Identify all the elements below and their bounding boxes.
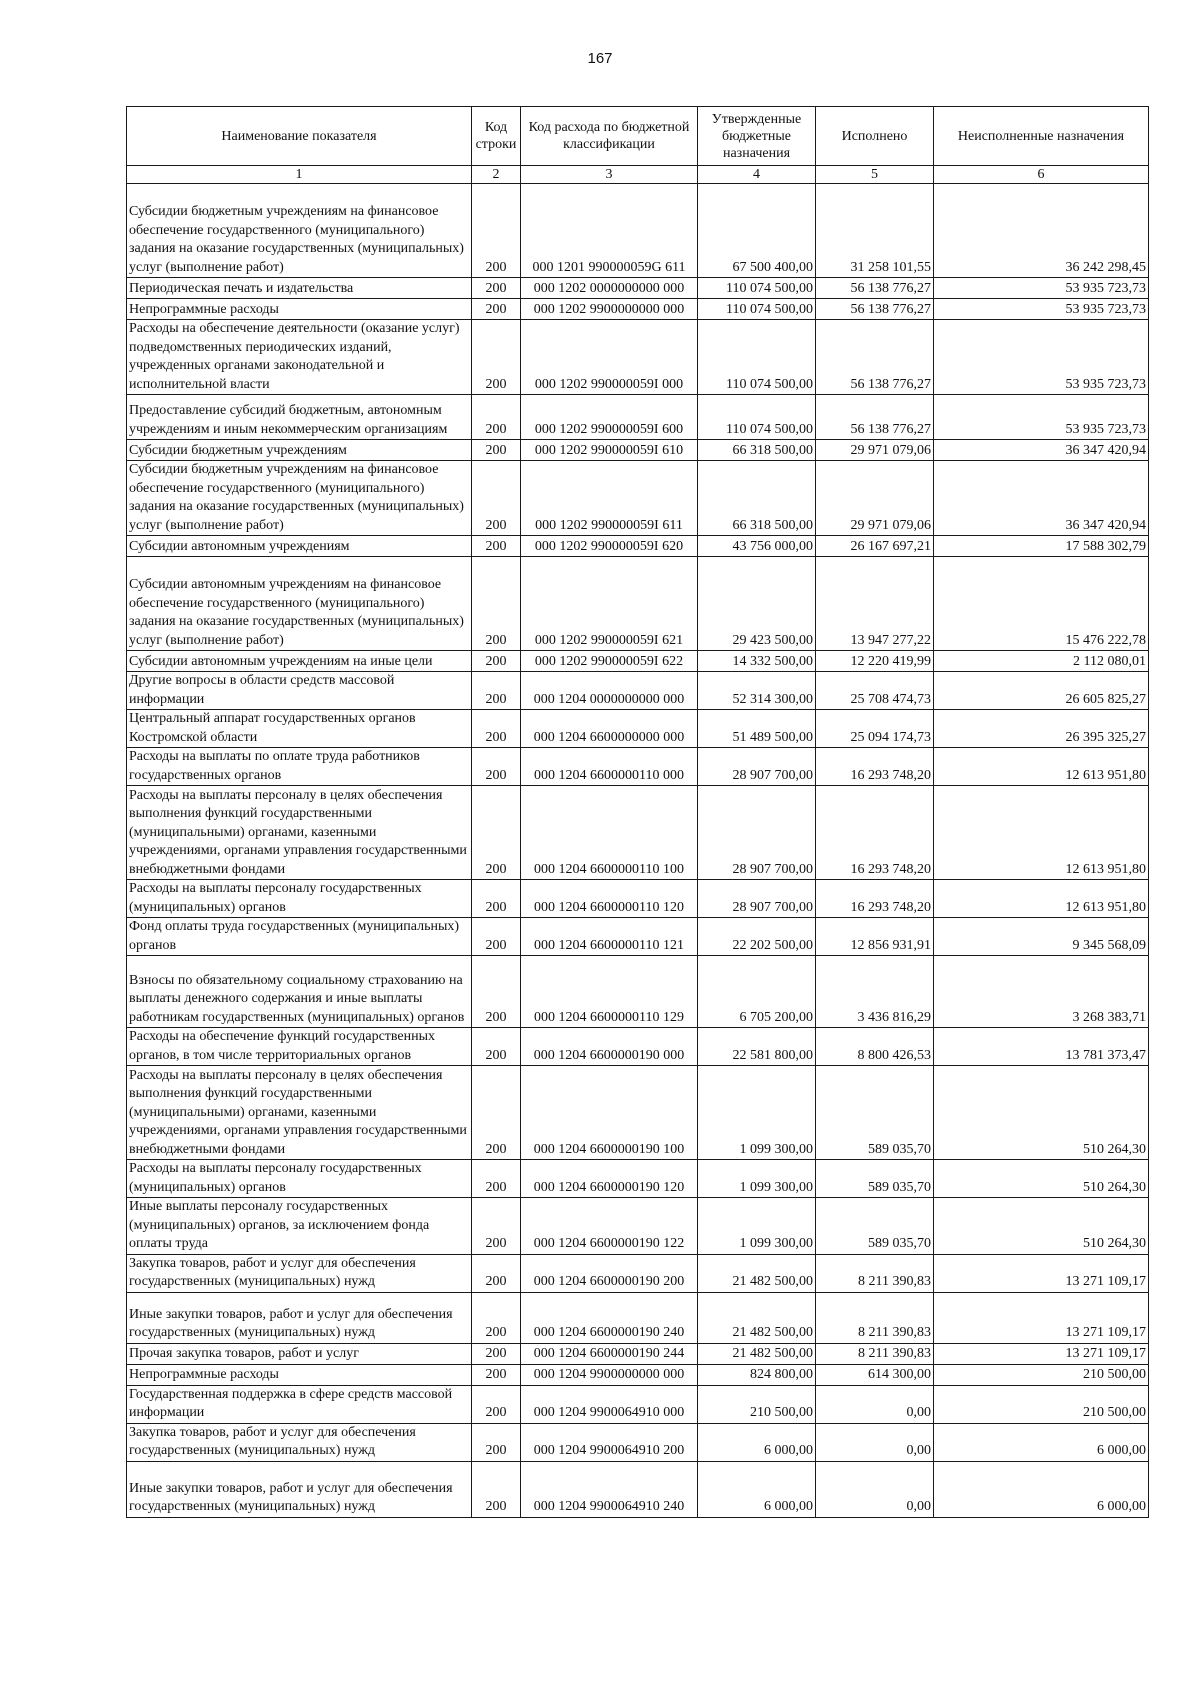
row-line-code: 200: [472, 1066, 521, 1160]
row-unexecuted-amount: 36 242 298,45: [934, 184, 1149, 278]
row-executed-amount: 589 035,70: [816, 1160, 934, 1198]
row-approved-amount: 51 489 500,00: [698, 710, 816, 748]
row-approved-amount: 22 581 800,00: [698, 1028, 816, 1066]
row-classification-code: 000 1202 990000059I 000: [521, 320, 698, 395]
row-executed-amount: 8 211 390,83: [816, 1292, 934, 1343]
row-approved-amount: 110 074 500,00: [698, 278, 816, 299]
row-indicator-name: Непрограммные расходы: [127, 299, 472, 320]
row-classification-code: 000 1204 6600000190 122: [521, 1198, 698, 1255]
row-indicator-name: Субсидии автономным учреждениям на финансовое обеспечение государственного (муниципального) задания на оказание государственных (муниципальных) услуг (выполнение работ): [127, 557, 472, 651]
row-unexecuted-amount: 6 000,00: [934, 1423, 1149, 1461]
header-budget-classification: Код расхода по бюджетной классификации: [521, 107, 698, 166]
row-approved-amount: 21 482 500,00: [698, 1343, 816, 1364]
row-classification-code: 000 1204 6600000000 000: [521, 710, 698, 748]
row-unexecuted-amount: 12 613 951,80: [934, 748, 1149, 786]
row-approved-amount: 28 907 700,00: [698, 880, 816, 918]
row-unexecuted-amount: 9 345 568,09: [934, 918, 1149, 956]
row-executed-amount: 0,00: [816, 1461, 934, 1517]
page-number: 167: [587, 50, 613, 67]
table-row: [127, 956, 1149, 1028]
row-executed-amount: 8 211 390,83: [816, 1343, 934, 1364]
row-classification-code: 000 1202 990000059I 611: [521, 461, 698, 536]
row-executed-amount: 25 708 474,73: [816, 672, 934, 710]
row-classification-code: 000 1204 6600000190 120: [521, 1160, 698, 1198]
header-indicator-name: Наименование показателя: [127, 107, 472, 166]
row-executed-amount: 29 971 079,06: [816, 461, 934, 536]
table-row: [127, 1198, 1149, 1255]
row-approved-amount: 21 482 500,00: [698, 1254, 816, 1292]
row-classification-code: 000 1202 990000059I 622: [521, 651, 698, 672]
row-indicator-name: Периодическая печать и издательства: [127, 278, 472, 299]
row-approved-amount: 21 482 500,00: [698, 1292, 816, 1343]
table-row: [127, 557, 1149, 651]
table-row: [127, 1343, 1149, 1364]
row-approved-amount: 28 907 700,00: [698, 786, 816, 880]
table-row: [127, 184, 1149, 278]
row-classification-code: 000 1204 9900064910 240: [521, 1461, 698, 1517]
row-line-code: 200: [472, 299, 521, 320]
row-approved-amount: 14 332 500,00: [698, 651, 816, 672]
row-executed-amount: 26 167 697,21: [816, 536, 934, 557]
row-line-code: 200: [472, 1423, 521, 1461]
row-indicator-name: Субсидии автономным учреждениям на иные цели: [127, 651, 472, 672]
row-indicator-name: Субсидии бюджетным учреждениям на финансовое обеспечение государственного (муниципального) задания на оказание государственных (муниципальных) услуг (выполнение работ): [127, 461, 472, 536]
row-line-code: 200: [472, 651, 521, 672]
row-classification-code: 000 1204 6600000190 244: [521, 1343, 698, 1364]
row-line-code: 200: [472, 1364, 521, 1385]
row-executed-amount: 25 094 174,73: [816, 710, 934, 748]
row-classification-code: 000 1204 6600000190 240: [521, 1292, 698, 1343]
row-approved-amount: 66 318 500,00: [698, 461, 816, 536]
row-classification-code: 000 1204 6600000110 121: [521, 918, 698, 956]
row-approved-amount: 28 907 700,00: [698, 748, 816, 786]
row-line-code: 200: [472, 557, 521, 651]
table-row: [127, 320, 1149, 395]
row-unexecuted-amount: 2 112 080,01: [934, 651, 1149, 672]
row-indicator-name: Прочая закупка товаров, работ и услуг: [127, 1343, 472, 1364]
row-classification-code: 000 1204 6600000110 000: [521, 748, 698, 786]
row-line-code: 200: [472, 710, 521, 748]
row-unexecuted-amount: 210 500,00: [934, 1385, 1149, 1423]
row-line-code: 200: [472, 880, 521, 918]
row-executed-amount: 0,00: [816, 1423, 934, 1461]
table-row: [127, 1292, 1149, 1343]
row-executed-amount: 16 293 748,20: [816, 786, 934, 880]
row-classification-code: 000 1204 0000000000 000: [521, 672, 698, 710]
table-row: [127, 299, 1149, 320]
row-line-code: 200: [472, 440, 521, 461]
row-approved-amount: 52 314 300,00: [698, 672, 816, 710]
row-executed-amount: 614 300,00: [816, 1364, 934, 1385]
row-indicator-name: Расходы на выплаты персоналу государственных (муниципальных) органов: [127, 1160, 472, 1198]
row-indicator-name: Предоставление субсидий бюджетным, автономным учреждениям и иным некоммерческим организациям: [127, 395, 472, 440]
row-unexecuted-amount: 6 000,00: [934, 1461, 1149, 1517]
row-unexecuted-amount: 13 781 373,47: [934, 1028, 1149, 1066]
table-row: [127, 1160, 1149, 1198]
row-indicator-name: Государственная поддержка в сфере средств массовой информации: [127, 1385, 472, 1423]
header-unexecuted: Неисполненные назначения: [934, 107, 1149, 166]
row-indicator-name: Иные закупки товаров, работ и услуг для обеспечения государственных (муниципальных) нужд: [127, 1292, 472, 1343]
header-executed: Исполнено: [816, 107, 934, 166]
row-line-code: 200: [472, 461, 521, 536]
table-row: [127, 786, 1149, 880]
row-classification-code: 000 1202 990000059I 610: [521, 440, 698, 461]
table-row: [127, 918, 1149, 956]
column-number: 3: [521, 166, 698, 184]
row-classification-code: 000 1204 6600000190 200: [521, 1254, 698, 1292]
row-unexecuted-amount: 15 476 222,78: [934, 557, 1149, 651]
row-approved-amount: 43 756 000,00: [698, 536, 816, 557]
budget-execution-table: [126, 106, 1149, 1518]
row-approved-amount: 29 423 500,00: [698, 557, 816, 651]
row-unexecuted-amount: 36 347 420,94: [934, 461, 1149, 536]
row-classification-code: 000 1204 9900064910 000: [521, 1385, 698, 1423]
row-executed-amount: 56 138 776,27: [816, 320, 934, 395]
row-indicator-name: Иные выплаты персоналу государственных (муниципальных) органов, за исключением фонда оплаты труда: [127, 1198, 472, 1255]
row-classification-code: 000 1202 9900000000 000: [521, 299, 698, 320]
row-unexecuted-amount: 210 500,00: [934, 1364, 1149, 1385]
row-line-code: 200: [472, 1461, 521, 1517]
row-unexecuted-amount: 26 395 325,27: [934, 710, 1149, 748]
row-classification-code: 000 1201 990000059G 611: [521, 184, 698, 278]
row-indicator-name: Центральный аппарат государственных органов Костромской области: [127, 710, 472, 748]
row-line-code: 200: [472, 956, 521, 1028]
row-executed-amount: 3 436 816,29: [816, 956, 934, 1028]
row-unexecuted-amount: 53 935 723,73: [934, 320, 1149, 395]
row-classification-code: 000 1204 9900064910 200: [521, 1423, 698, 1461]
row-classification-code: 000 1204 6600000110 100: [521, 786, 698, 880]
table-row: [127, 880, 1149, 918]
row-indicator-name: Расходы на выплаты по оплате труда работников государственных органов: [127, 748, 472, 786]
row-indicator-name: Расходы на обеспечение функций государственных органов, в том числе территориальных органов: [127, 1028, 472, 1066]
row-line-code: 200: [472, 1343, 521, 1364]
row-unexecuted-amount: 3 268 383,71: [934, 956, 1149, 1028]
row-indicator-name: Непрограммные расходы: [127, 1364, 472, 1385]
row-approved-amount: 1 099 300,00: [698, 1198, 816, 1255]
table-row: [127, 651, 1149, 672]
row-unexecuted-amount: 13 271 109,17: [934, 1343, 1149, 1364]
row-executed-amount: 56 138 776,27: [816, 395, 934, 440]
row-line-code: 200: [472, 1028, 521, 1066]
row-approved-amount: 210 500,00: [698, 1385, 816, 1423]
row-line-code: 200: [472, 320, 521, 395]
row-indicator-name: Субсидии автономным учреждениям: [127, 536, 472, 557]
row-indicator-name: Расходы на выплаты персоналу в целях обеспечения выполнения функций государственными (муниципальными) органами, казенными учреждениями, органами управления государственными внебюджетными фондами: [127, 1066, 472, 1160]
row-approved-amount: 22 202 500,00: [698, 918, 816, 956]
row-executed-amount: 56 138 776,27: [816, 299, 934, 320]
row-line-code: 200: [472, 786, 521, 880]
table-row: [127, 1254, 1149, 1292]
column-number: 5: [816, 166, 934, 184]
header-line-code: Код строки: [472, 107, 521, 166]
row-line-code: 200: [472, 1292, 521, 1343]
row-executed-amount: 8 800 426,53: [816, 1028, 934, 1066]
row-classification-code: 000 1204 9900000000 000: [521, 1364, 698, 1385]
row-approved-amount: 1 099 300,00: [698, 1160, 816, 1198]
table-row: [127, 536, 1149, 557]
row-approved-amount: 824 800,00: [698, 1364, 816, 1385]
row-executed-amount: 16 293 748,20: [816, 748, 934, 786]
row-executed-amount: 16 293 748,20: [816, 880, 934, 918]
column-number: 2: [472, 166, 521, 184]
row-unexecuted-amount: 13 271 109,17: [934, 1292, 1149, 1343]
row-indicator-name: Иные закупки товаров, работ и услуг для обеспечения государственных (муниципальных) нужд: [127, 1461, 472, 1517]
row-approved-amount: 110 074 500,00: [698, 320, 816, 395]
row-approved-amount: 6 705 200,00: [698, 956, 816, 1028]
row-approved-amount: 110 074 500,00: [698, 299, 816, 320]
row-classification-code: 000 1202 0000000000 000: [521, 278, 698, 299]
row-unexecuted-amount: 17 588 302,79: [934, 536, 1149, 557]
table-row: [127, 1028, 1149, 1066]
row-classification-code: 000 1204 6600000190 100: [521, 1066, 698, 1160]
row-unexecuted-amount: 53 935 723,73: [934, 278, 1149, 299]
table-row: [127, 1423, 1149, 1461]
row-unexecuted-amount: 36 347 420,94: [934, 440, 1149, 461]
row-line-code: 200: [472, 1385, 521, 1423]
table-row: [127, 672, 1149, 710]
row-indicator-name: Фонд оплаты труда государственных (муниципальных) органов: [127, 918, 472, 956]
row-unexecuted-amount: 510 264,30: [934, 1198, 1149, 1255]
row-indicator-name: Закупка товаров, работ и услуг для обеспечения государственных (муниципальных) нужд: [127, 1423, 472, 1461]
row-executed-amount: 0,00: [816, 1385, 934, 1423]
row-executed-amount: 31 258 101,55: [816, 184, 934, 278]
row-line-code: 200: [472, 278, 521, 299]
row-line-code: 200: [472, 536, 521, 557]
row-indicator-name: Расходы на выплаты персоналу в целях обеспечения выполнения функций государственными (муниципальными) органами, казенными учреждениями, органами управления государственными внебюджетными фондами: [127, 786, 472, 880]
row-unexecuted-amount: 12 613 951,80: [934, 786, 1149, 880]
table-row: [127, 395, 1149, 440]
row-executed-amount: 29 971 079,06: [816, 440, 934, 461]
row-approved-amount: 66 318 500,00: [698, 440, 816, 461]
header-row: [127, 107, 1149, 166]
column-number-row: [127, 166, 1149, 184]
row-approved-amount: 67 500 400,00: [698, 184, 816, 278]
row-line-code: 200: [472, 184, 521, 278]
row-line-code: 200: [472, 1254, 521, 1292]
row-executed-amount: 56 138 776,27: [816, 278, 934, 299]
row-indicator-name: Расходы на выплаты персоналу государственных (муниципальных) органов: [127, 880, 472, 918]
row-unexecuted-amount: 26 605 825,27: [934, 672, 1149, 710]
row-line-code: 200: [472, 395, 521, 440]
row-approved-amount: 6 000,00: [698, 1461, 816, 1517]
row-classification-code: 000 1202 990000059I 600: [521, 395, 698, 440]
row-classification-code: 000 1202 990000059I 621: [521, 557, 698, 651]
table-row: [127, 440, 1149, 461]
table-row: [127, 1461, 1149, 1517]
row-indicator-name: Расходы на обеспечение деятельности (оказание услуг) подведомственных периодических изданий, учрежденных органами законодательной и исполнительной власти: [127, 320, 472, 395]
row-unexecuted-amount: 510 264,30: [934, 1066, 1149, 1160]
row-executed-amount: 12 856 931,91: [816, 918, 934, 956]
row-line-code: 200: [472, 748, 521, 786]
table-row: [127, 278, 1149, 299]
column-number: 6: [934, 166, 1149, 184]
row-indicator-name: Другие вопросы в области средств массовой информации: [127, 672, 472, 710]
row-unexecuted-amount: 53 935 723,73: [934, 395, 1149, 440]
row-executed-amount: 589 035,70: [816, 1198, 934, 1255]
row-unexecuted-amount: 13 271 109,17: [934, 1254, 1149, 1292]
table-row: [127, 710, 1149, 748]
table-row: [127, 1385, 1149, 1423]
row-classification-code: 000 1204 6600000110 120: [521, 880, 698, 918]
row-line-code: 200: [472, 1160, 521, 1198]
row-classification-code: 000 1204 6600000190 000: [521, 1028, 698, 1066]
column-number: 1: [127, 166, 472, 184]
table-row: [127, 1066, 1149, 1160]
row-executed-amount: 589 035,70: [816, 1066, 934, 1160]
row-unexecuted-amount: 53 935 723,73: [934, 299, 1149, 320]
row-unexecuted-amount: 12 613 951,80: [934, 880, 1149, 918]
column-number: 4: [698, 166, 816, 184]
row-classification-code: 000 1202 990000059I 620: [521, 536, 698, 557]
header-approved: Утвержденные бюджетные назначения: [698, 107, 816, 166]
row-unexecuted-amount: 510 264,30: [934, 1160, 1149, 1198]
row-indicator-name: Взносы по обязательному социальному страхованию на выплаты денежного содержания и иные выплаты работникам государственных (муниципальных) органов: [127, 956, 472, 1028]
row-indicator-name: Закупка товаров, работ и услуг для обеспечения государственных (муниципальных) нужд: [127, 1254, 472, 1292]
row-indicator-name: Субсидии бюджетным учреждениям на финансовое обеспечение государственного (муниципального) задания на оказание государственных (муниципальных) услуг (выполнение работ): [127, 184, 472, 278]
row-executed-amount: 8 211 390,83: [816, 1254, 934, 1292]
row-line-code: 200: [472, 918, 521, 956]
row-classification-code: 000 1204 6600000110 129: [521, 956, 698, 1028]
row-executed-amount: 12 220 419,99: [816, 651, 934, 672]
row-line-code: 200: [472, 672, 521, 710]
row-approved-amount: 1 099 300,00: [698, 1066, 816, 1160]
table-row: [127, 461, 1149, 536]
row-approved-amount: 6 000,00: [698, 1423, 816, 1461]
row-approved-amount: 110 074 500,00: [698, 395, 816, 440]
row-indicator-name: Субсидии бюджетным учреждениям: [127, 440, 472, 461]
row-executed-amount: 13 947 277,22: [816, 557, 934, 651]
table-row: [127, 748, 1149, 786]
row-line-code: 200: [472, 1198, 521, 1255]
table-row: [127, 1364, 1149, 1385]
